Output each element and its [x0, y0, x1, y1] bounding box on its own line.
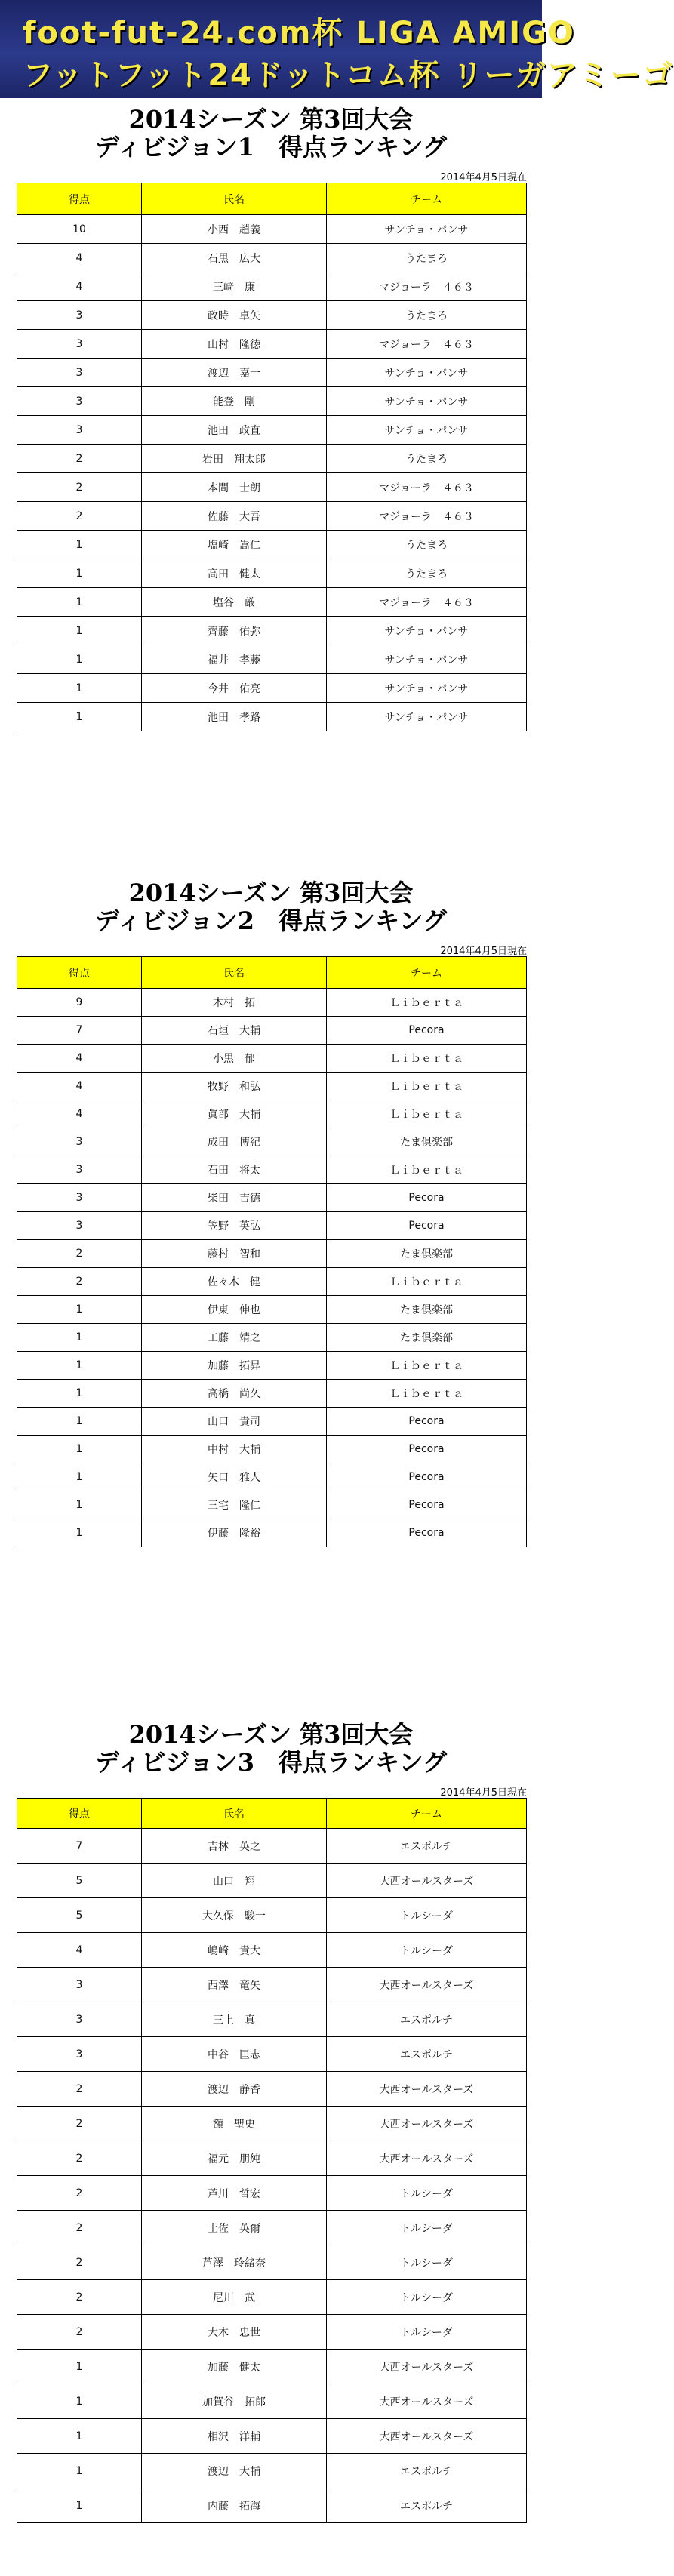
- cell-name: 西澤 竜矢: [142, 1968, 327, 2002]
- division-2-table: [17, 956, 527, 1547]
- table-row: [17, 2350, 527, 2384]
- table-row: [17, 2176, 527, 2211]
- cell-team: うたまろ: [327, 445, 527, 473]
- cell-name: 中谷 匡志: [142, 2037, 327, 2072]
- table-row: [17, 1436, 527, 1463]
- table-row: [17, 1073, 527, 1100]
- cell-name: 石黒 広大: [142, 244, 327, 272]
- cell-name: 山口 翔: [142, 1864, 327, 1898]
- cell-team: Ｌｉｂｅｒｔａ: [327, 1268, 527, 1296]
- cell-team: 大西オールスターズ: [327, 2141, 527, 2176]
- cell-name: 池田 政直: [142, 416, 327, 445]
- cell-team: Ｌｉｂｅｒｔａ: [327, 1156, 527, 1184]
- table-row: [17, 617, 527, 645]
- cell-team: エスポルチ: [327, 1829, 527, 1864]
- cell-name: 渡辺 静香: [142, 2072, 327, 2107]
- cell-team: Ｌｉｂｅｒｔａ: [327, 1045, 527, 1073]
- cell-team: トルシーダ: [327, 2245, 527, 2280]
- cell-name: 池田 孝路: [142, 703, 327, 731]
- division-1-rows: [17, 215, 527, 731]
- division-2-title: [0, 879, 542, 935]
- cell-team: エスポルチ: [327, 2488, 527, 2523]
- division-3-rows: [17, 1829, 527, 2523]
- cell-name: 牧野 和弘: [142, 1073, 327, 1100]
- table-row: [17, 703, 527, 731]
- table-row: [17, 1128, 527, 1156]
- division-3-table: [17, 1798, 527, 2523]
- cell-points: 7: [17, 1829, 142, 1864]
- cell-points: 5: [17, 1864, 142, 1898]
- cell-points: 10: [17, 215, 142, 244]
- cell-points: 1: [17, 1324, 142, 1352]
- division-3-title-line1: 2014シーズン 第3回大会: [128, 1720, 414, 1749]
- table-row: [17, 473, 527, 502]
- table-row: [17, 1184, 527, 1212]
- table-row: [17, 2488, 527, 2523]
- cell-team: Pecora: [327, 1491, 527, 1519]
- cell-points: 9: [17, 989, 142, 1017]
- cell-name: 木村 拓: [142, 989, 327, 1017]
- cell-team: Pecora: [327, 1463, 527, 1491]
- cell-team: たま倶楽部: [327, 1240, 527, 1268]
- cell-points: 4: [17, 1100, 142, 1128]
- division-2-rows: [17, 989, 527, 1547]
- cell-name: 藤村 智和: [142, 1240, 327, 1268]
- cell-name: 小西 趙義: [142, 215, 327, 244]
- header-team: チーム: [327, 957, 527, 989]
- table-header-row: [17, 183, 527, 215]
- division-1-as-of: 2014年4月5日現在: [440, 172, 527, 183]
- table-row: [17, 445, 527, 473]
- table-row: [17, 645, 527, 674]
- cell-points: 2: [17, 445, 142, 473]
- table-row: [17, 1864, 527, 1898]
- cell-team: サンチョ・パンサ: [327, 674, 527, 703]
- cell-name: 能登 剛: [142, 387, 327, 416]
- table-row: [17, 1898, 527, 1933]
- cell-name: 三上 真: [142, 2002, 327, 2037]
- cell-points: 3: [17, 2037, 142, 2072]
- cell-team: うたまろ: [327, 531, 527, 559]
- cell-points: 7: [17, 1017, 142, 1045]
- cell-name: 小黒 郁: [142, 1045, 327, 1073]
- cell-points: 2: [17, 1240, 142, 1268]
- table-row: [17, 416, 527, 445]
- cell-team: Ｌｉｂｅｒｔａ: [327, 1073, 527, 1100]
- cell-points: 1: [17, 531, 142, 559]
- cell-team: 大西オールスターズ: [327, 2072, 527, 2107]
- cell-team: マジョーラ ４６３: [327, 272, 527, 301]
- table-row: [17, 2107, 527, 2141]
- cell-name: 大木 忠世: [142, 2315, 327, 2350]
- table-row: [17, 1933, 527, 1968]
- table-row: [17, 531, 527, 559]
- cell-points: 1: [17, 1519, 142, 1547]
- cell-team: サンチョ・パンサ: [327, 617, 527, 645]
- cell-name: 三宅 隆仁: [142, 1491, 327, 1519]
- table-row: [17, 989, 527, 1017]
- table-row: [17, 244, 527, 272]
- cell-name: 加藤 健太: [142, 2350, 327, 2384]
- header-points: 得点: [17, 1799, 142, 1829]
- cell-points: 3: [17, 1184, 142, 1212]
- cell-name: 中村 大輔: [142, 1436, 327, 1463]
- cell-name: 加賀谷 拓郎: [142, 2384, 327, 2419]
- cell-name: 福井 孝藤: [142, 645, 327, 674]
- cell-name: 高橋 尚久: [142, 1380, 327, 1408]
- cell-points: 3: [17, 1212, 142, 1240]
- cell-team: うたまろ: [327, 301, 527, 330]
- header-banner: [0, 0, 674, 98]
- table-row: [17, 1100, 527, 1128]
- banner-title-english: foot-fut-24.com杯 LIGA AMIGO: [23, 16, 575, 51]
- table-row: [17, 2211, 527, 2245]
- cell-name: 芦澤 玲緒奈: [142, 2245, 327, 2280]
- table-row: [17, 1463, 527, 1491]
- table-row: [17, 1268, 527, 1296]
- table-row: [17, 1156, 527, 1184]
- cell-points: 2: [17, 502, 142, 531]
- cell-points: 1: [17, 588, 142, 617]
- table-row: [17, 2141, 527, 2176]
- division-1-title-line2: ディビジョン1 得点ランキング: [94, 132, 448, 162]
- cell-team: 大西オールスターズ: [327, 1968, 527, 2002]
- cell-team: トルシーダ: [327, 2315, 527, 2350]
- cell-points: 1: [17, 2454, 142, 2488]
- cell-name: 額 聖史: [142, 2107, 327, 2141]
- cell-points: 4: [17, 1933, 142, 1968]
- division-3-section: [0, 1720, 542, 2513]
- cell-name: 福元 朋純: [142, 2141, 327, 2176]
- cell-points: 1: [17, 674, 142, 703]
- table-row: [17, 215, 527, 244]
- cell-name: 渡辺 大輔: [142, 2454, 327, 2488]
- division-3-title: [0, 1721, 542, 1777]
- cell-team: サンチョ・パンサ: [327, 215, 527, 244]
- division-1-title: [0, 106, 542, 162]
- cell-name: 成田 博紀: [142, 1128, 327, 1156]
- cell-points: 1: [17, 1352, 142, 1380]
- header-name: 氏名: [142, 1799, 327, 1829]
- cell-team: エスポルチ: [327, 2002, 527, 2037]
- division-2-as-of: 2014年4月5日現在: [440, 946, 527, 957]
- cell-points: 1: [17, 645, 142, 674]
- cell-team: たま倶楽部: [327, 1128, 527, 1156]
- cell-name: 塩崎 嵩仁: [142, 531, 327, 559]
- cell-team: うたまろ: [327, 244, 527, 272]
- cell-points: 1: [17, 1491, 142, 1519]
- cell-points: 2: [17, 473, 142, 502]
- table-row: [17, 2245, 527, 2280]
- cell-points: 1: [17, 1463, 142, 1491]
- cell-name: 今井 佑亮: [142, 674, 327, 703]
- cell-name: 眞部 大輔: [142, 1100, 327, 1128]
- table-row: [17, 2280, 527, 2315]
- table-row: [17, 1324, 527, 1352]
- cell-team: Pecora: [327, 1184, 527, 1212]
- cell-name: 矢口 雅人: [142, 1463, 327, 1491]
- table-row: [17, 1352, 527, 1380]
- cell-name: 山村 隆徳: [142, 330, 327, 359]
- cell-name: 伊藤 隆裕: [142, 1519, 327, 1547]
- cell-points: 1: [17, 2384, 142, 2419]
- cell-team: トルシーダ: [327, 1898, 527, 1933]
- cell-points: 4: [17, 272, 142, 301]
- table-row: [17, 2072, 527, 2107]
- table-row: [17, 502, 527, 531]
- table-header-row: [17, 1799, 527, 1829]
- table-row: [17, 674, 527, 703]
- cell-team: マジョーラ ４６３: [327, 473, 527, 502]
- division-3-as-of: 2014年4月5日現在: [440, 1787, 527, 1799]
- cell-points: 4: [17, 244, 142, 272]
- cell-team: Pecora: [327, 1408, 527, 1436]
- cell-points: 1: [17, 1380, 142, 1408]
- cell-points: 2: [17, 2280, 142, 2315]
- cell-name: 塩谷 厳: [142, 588, 327, 617]
- header-team: チーム: [327, 183, 527, 215]
- cell-team: サンチョ・パンサ: [327, 416, 527, 445]
- cell-points: 1: [17, 2419, 142, 2454]
- cell-team: トルシーダ: [327, 1933, 527, 1968]
- table-row: [17, 2384, 527, 2419]
- header-name: 氏名: [142, 957, 327, 989]
- cell-name: 本間 士朗: [142, 473, 327, 502]
- table-row: [17, 387, 527, 416]
- cell-name: 芦川 哲宏: [142, 2176, 327, 2211]
- cell-name: 三﨑 康: [142, 272, 327, 301]
- table-row: [17, 1968, 527, 2002]
- cell-points: 3: [17, 330, 142, 359]
- cell-points: 1: [17, 703, 142, 731]
- table-row: [17, 1017, 527, 1045]
- header-points: 得点: [17, 957, 142, 989]
- table-row: [17, 1212, 527, 1240]
- cell-team: たま倶楽部: [327, 1324, 527, 1352]
- cell-team: うたまろ: [327, 559, 527, 588]
- cell-name: 尼川 武: [142, 2280, 327, 2315]
- cell-name: 内藤 拓海: [142, 2488, 327, 2523]
- cell-points: 2: [17, 2315, 142, 2350]
- banner-title-japanese: フットフット24ドットコム杯 リーガアミーゴ: [23, 58, 674, 93]
- table-row: [17, 2454, 527, 2488]
- division-2-title-line2: ディビジョン2 得点ランキング: [94, 906, 448, 935]
- cell-team: サンチョ・パンサ: [327, 359, 527, 387]
- cell-name: 石垣 大輔: [142, 1017, 327, 1045]
- cell-points: 3: [17, 1128, 142, 1156]
- cell-points: 1: [17, 1408, 142, 1436]
- cell-team: 大西オールスターズ: [327, 2350, 527, 2384]
- cell-team: トルシーダ: [327, 2176, 527, 2211]
- cell-team: Pecora: [327, 1436, 527, 1463]
- cell-name: 吉林 英之: [142, 1829, 327, 1864]
- division-2-title-line1: 2014シーズン 第3回大会: [128, 879, 414, 907]
- cell-name: 伊東 伸也: [142, 1296, 327, 1324]
- table-row: [17, 2037, 527, 2072]
- cell-team: 大西オールスターズ: [327, 2384, 527, 2419]
- cell-points: 2: [17, 1268, 142, 1296]
- table-row: [17, 330, 527, 359]
- table-row: [17, 1491, 527, 1519]
- cell-points: 3: [17, 387, 142, 416]
- cell-name: 政時 卓矢: [142, 301, 327, 330]
- division-1-table: [17, 183, 527, 731]
- cell-name: 山口 貴司: [142, 1408, 327, 1436]
- table-row: [17, 588, 527, 617]
- table-row: [17, 2002, 527, 2037]
- cell-team: マジョーラ ４６３: [327, 330, 527, 359]
- cell-points: 1: [17, 2488, 142, 2523]
- cell-points: 3: [17, 1156, 142, 1184]
- cell-team: 大西オールスターズ: [327, 2419, 527, 2454]
- table-header-row: [17, 957, 527, 989]
- cell-points: 2: [17, 2072, 142, 2107]
- cell-name: 渡辺 嘉一: [142, 359, 327, 387]
- cell-team: サンチョ・パンサ: [327, 703, 527, 731]
- cell-team: 大西オールスターズ: [327, 2107, 527, 2141]
- cell-points: 4: [17, 1073, 142, 1100]
- cell-name: 石田 将太: [142, 1156, 327, 1184]
- cell-points: 1: [17, 2350, 142, 2384]
- table-row: [17, 1380, 527, 1408]
- cell-points: 5: [17, 1898, 142, 1933]
- cell-name: 加藤 拓昇: [142, 1352, 327, 1380]
- cell-team: トルシーダ: [327, 2211, 527, 2245]
- division-3-title-line2: ディビジョン3 得点ランキング: [94, 1747, 448, 1777]
- table-row: [17, 1519, 527, 1547]
- cell-name: 相沢 洋輔: [142, 2419, 327, 2454]
- cell-points: 3: [17, 416, 142, 445]
- table-row: [17, 359, 527, 387]
- cell-points: 2: [17, 2141, 142, 2176]
- cell-team: Ｌｉｂｅｒｔａ: [327, 989, 527, 1017]
- cell-team: トルシーダ: [327, 2280, 527, 2315]
- cell-name: 柴田 吉德: [142, 1184, 327, 1212]
- table-row: [17, 2419, 527, 2454]
- cell-team: サンチョ・パンサ: [327, 645, 527, 674]
- table-row: [17, 1296, 527, 1324]
- cell-name: 大久保 駿一: [142, 1898, 327, 1933]
- cell-points: 1: [17, 559, 142, 588]
- cell-name: 高田 健太: [142, 559, 327, 588]
- table-row: [17, 1240, 527, 1268]
- cell-team: Pecora: [327, 1017, 527, 1045]
- cell-name: 笠野 英弘: [142, 1212, 327, 1240]
- cell-points: 3: [17, 2002, 142, 2037]
- cell-points: 2: [17, 2107, 142, 2141]
- cell-points: 1: [17, 617, 142, 645]
- table-row: [17, 2315, 527, 2350]
- cell-name: 齊藤 佑弥: [142, 617, 327, 645]
- division-1-section: [0, 105, 542, 724]
- cell-points: 1: [17, 1296, 142, 1324]
- cell-name: 佐藤 大吾: [142, 502, 327, 531]
- cell-team: エスポルチ: [327, 2454, 527, 2488]
- cell-points: 2: [17, 2245, 142, 2280]
- cell-points: 2: [17, 2211, 142, 2245]
- cell-name: 工藤 靖之: [142, 1324, 327, 1352]
- cell-team: マジョーラ ４６３: [327, 588, 527, 617]
- division-1-title-line1: 2014シーズン 第3回大会: [128, 105, 414, 134]
- cell-name: 佐々木 健: [142, 1268, 327, 1296]
- cell-team: Pecora: [327, 1519, 527, 1547]
- cell-team: Pecora: [327, 1212, 527, 1240]
- header-name: 氏名: [142, 183, 327, 215]
- cell-name: 土佐 英爾: [142, 2211, 327, 2245]
- division-2-section: [0, 879, 542, 1540]
- cell-name: 嶋崎 貴大: [142, 1933, 327, 1968]
- cell-team: エスポルチ: [327, 2037, 527, 2072]
- cell-points: 3: [17, 301, 142, 330]
- header-points: 得点: [17, 183, 142, 215]
- table-row: [17, 559, 527, 588]
- cell-team: マジョーラ ４６３: [327, 502, 527, 531]
- table-row: [17, 1408, 527, 1436]
- cell-points: 1: [17, 1436, 142, 1463]
- cell-points: 2: [17, 2176, 142, 2211]
- table-row: [17, 1829, 527, 1864]
- cell-name: 岩田 翔太郎: [142, 445, 327, 473]
- table-row: [17, 272, 527, 301]
- cell-points: 3: [17, 359, 142, 387]
- cell-points: 4: [17, 1045, 142, 1073]
- table-row: [17, 301, 527, 330]
- cell-team: Ｌｉｂｅｒｔａ: [327, 1100, 527, 1128]
- cell-team: たま倶楽部: [327, 1296, 527, 1324]
- header-team: チーム: [327, 1799, 527, 1829]
- cell-team: サンチョ・パンサ: [327, 387, 527, 416]
- table-row: [17, 1045, 527, 1073]
- cell-team: Ｌｉｂｅｒｔａ: [327, 1380, 527, 1408]
- cell-team: 大西オールスターズ: [327, 1864, 527, 1898]
- cell-points: 3: [17, 1968, 142, 2002]
- cell-team: Ｌｉｂｅｒｔａ: [327, 1352, 527, 1380]
